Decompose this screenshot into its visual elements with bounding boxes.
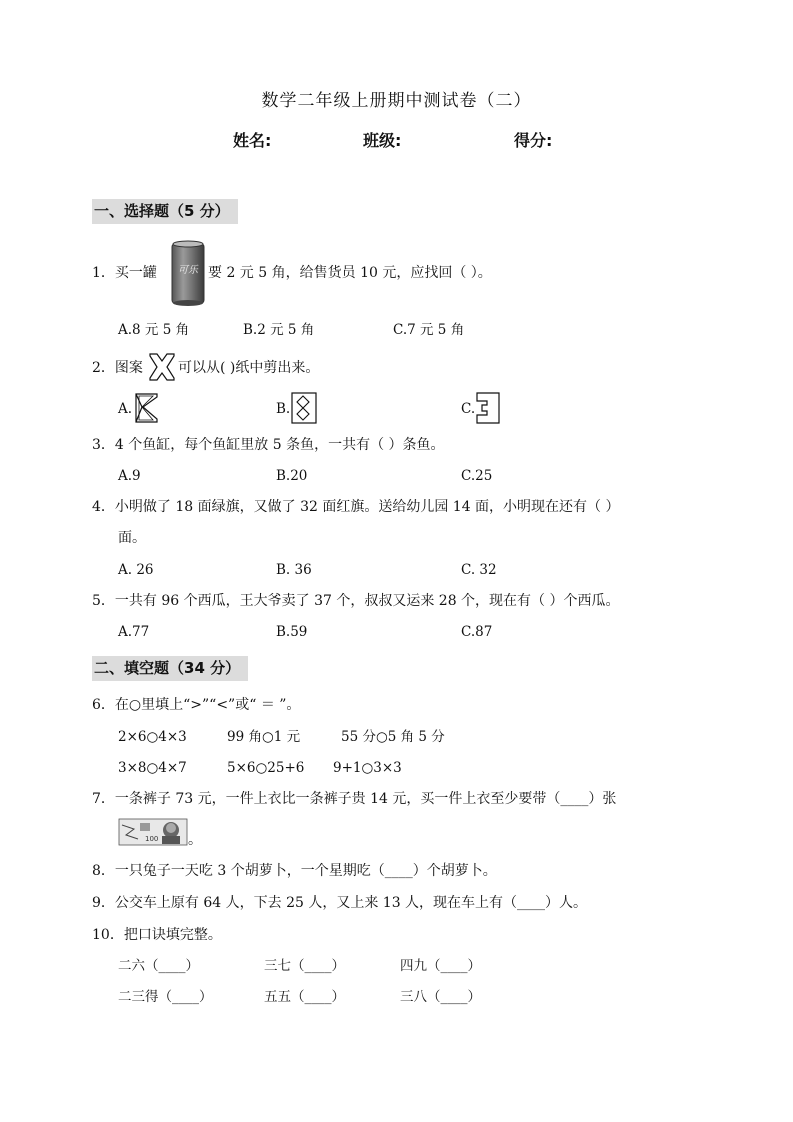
q7-text: 7．一条裤子 73 元，一件上衣比一条裤子贵 14 元，买一件上衣至少要带（____）张 bbox=[92, 791, 617, 807]
q10-row1-item2: 三七（____） bbox=[264, 958, 345, 974]
q1-option-c: C.7 元 5 角 bbox=[393, 322, 465, 338]
q6-row2-item2: 5×6○25+6 bbox=[227, 760, 305, 776]
q2-option-a-label: A. bbox=[118, 401, 133, 417]
name-label: 姓名: bbox=[233, 131, 272, 150]
x-cutout-icon bbox=[147, 352, 177, 382]
q4-option-a: A. 26 bbox=[118, 562, 154, 578]
q4-option-c: C. 32 bbox=[461, 562, 497, 578]
q2-prefix: 2．图案 bbox=[92, 360, 143, 376]
q2-text: 可以从( )纸中剪出来。 bbox=[178, 360, 320, 376]
q4-text-cont: 面。 bbox=[118, 530, 146, 546]
q10-row1-item1: 二六（____） bbox=[118, 958, 199, 974]
q1-prefix: 1．买一罐 bbox=[92, 265, 157, 281]
q6-row1-item1: 2×6○4×3 bbox=[118, 729, 187, 745]
section-heading-fill: 二、填空题（34 分） bbox=[92, 656, 248, 681]
q1-option-b: B.2 元 5 角 bbox=[243, 322, 315, 338]
q6-row2-item3: 9+1○3×3 bbox=[333, 760, 402, 776]
q5-option-b: B.59 bbox=[276, 624, 308, 640]
section-heading-choice: 一、选择题（5 分） bbox=[92, 199, 238, 224]
cola-can-icon bbox=[171, 239, 205, 307]
q1-option-a: A.8 元 5 角 bbox=[118, 322, 190, 338]
q3-option-b: B.20 bbox=[276, 468, 308, 484]
q3-option-c: C.25 bbox=[461, 468, 493, 484]
q7-text-cont: 。 bbox=[188, 832, 202, 848]
q6-row1-item2: 99 角○1 元 bbox=[227, 729, 301, 745]
q3-option-a: A.9 bbox=[118, 468, 141, 484]
q6-row1-item3: 55 分○5 角 5 分 bbox=[341, 729, 445, 745]
q3-text: 3．4 个鱼缸，每个鱼缸里放 5 条鱼，一共有（ ）条鱼。 bbox=[92, 437, 445, 453]
q10-text: 10．把口诀填完整。 bbox=[92, 927, 222, 943]
q10-row2-item2: 五五（____） bbox=[264, 989, 345, 1005]
q10-row2-item3: 三八（____） bbox=[400, 989, 481, 1005]
q5-text: 5．一共有 96 个西瓜，王大爷卖了 37 个，叔叔又运来 28 个，现在有（ ）个西瓜。 bbox=[92, 593, 620, 609]
q4-text: 4．小明做了 18 面绿旗，又做了 32 面红旗。送给幼儿园 14 面，小明现在还有（ ） bbox=[92, 499, 620, 515]
q5-option-a: A.77 bbox=[118, 624, 150, 640]
q10-row1-item3: 四九（____） bbox=[400, 958, 481, 974]
q2-option-b-label: B. bbox=[276, 401, 291, 417]
q4-option-b: B. 36 bbox=[276, 562, 312, 578]
q2-option-c-label: C. bbox=[461, 401, 476, 417]
can-label: 可乐 bbox=[178, 265, 198, 276]
q1-text: 要 2 元 5 角，给售货员 10 元，应找回（ ）。 bbox=[208, 265, 492, 281]
q5-option-c: C.87 bbox=[461, 624, 493, 640]
q9-text: 9．公交车上原有 64 人，下去 25 人，又上来 13 人，现在车上有（____）人。 bbox=[92, 895, 588, 911]
q8-text: 8．一只兔子一天吃 3 个胡萝卜，一个星期吃（____）个胡萝卜。 bbox=[92, 863, 497, 879]
q6-text: 6．在○里填上“>”“<”或“ ＝ ”。 bbox=[92, 697, 301, 713]
banknote-icon bbox=[118, 817, 188, 847]
q6-row2-item1: 3×8○4×7 bbox=[118, 760, 187, 776]
q2-option-b-shape bbox=[290, 392, 318, 424]
class-label: 班级: bbox=[363, 131, 402, 150]
page-title: 数学二年级上册期中测试卷（二） bbox=[261, 91, 532, 111]
svg-text:100: 100 bbox=[145, 835, 159, 843]
q10-row2-item1: 二三得（____） bbox=[118, 989, 213, 1005]
score-label: 得分: bbox=[514, 131, 553, 150]
q2-option-a-shape bbox=[133, 392, 161, 424]
q2-option-c-shape bbox=[475, 392, 503, 424]
